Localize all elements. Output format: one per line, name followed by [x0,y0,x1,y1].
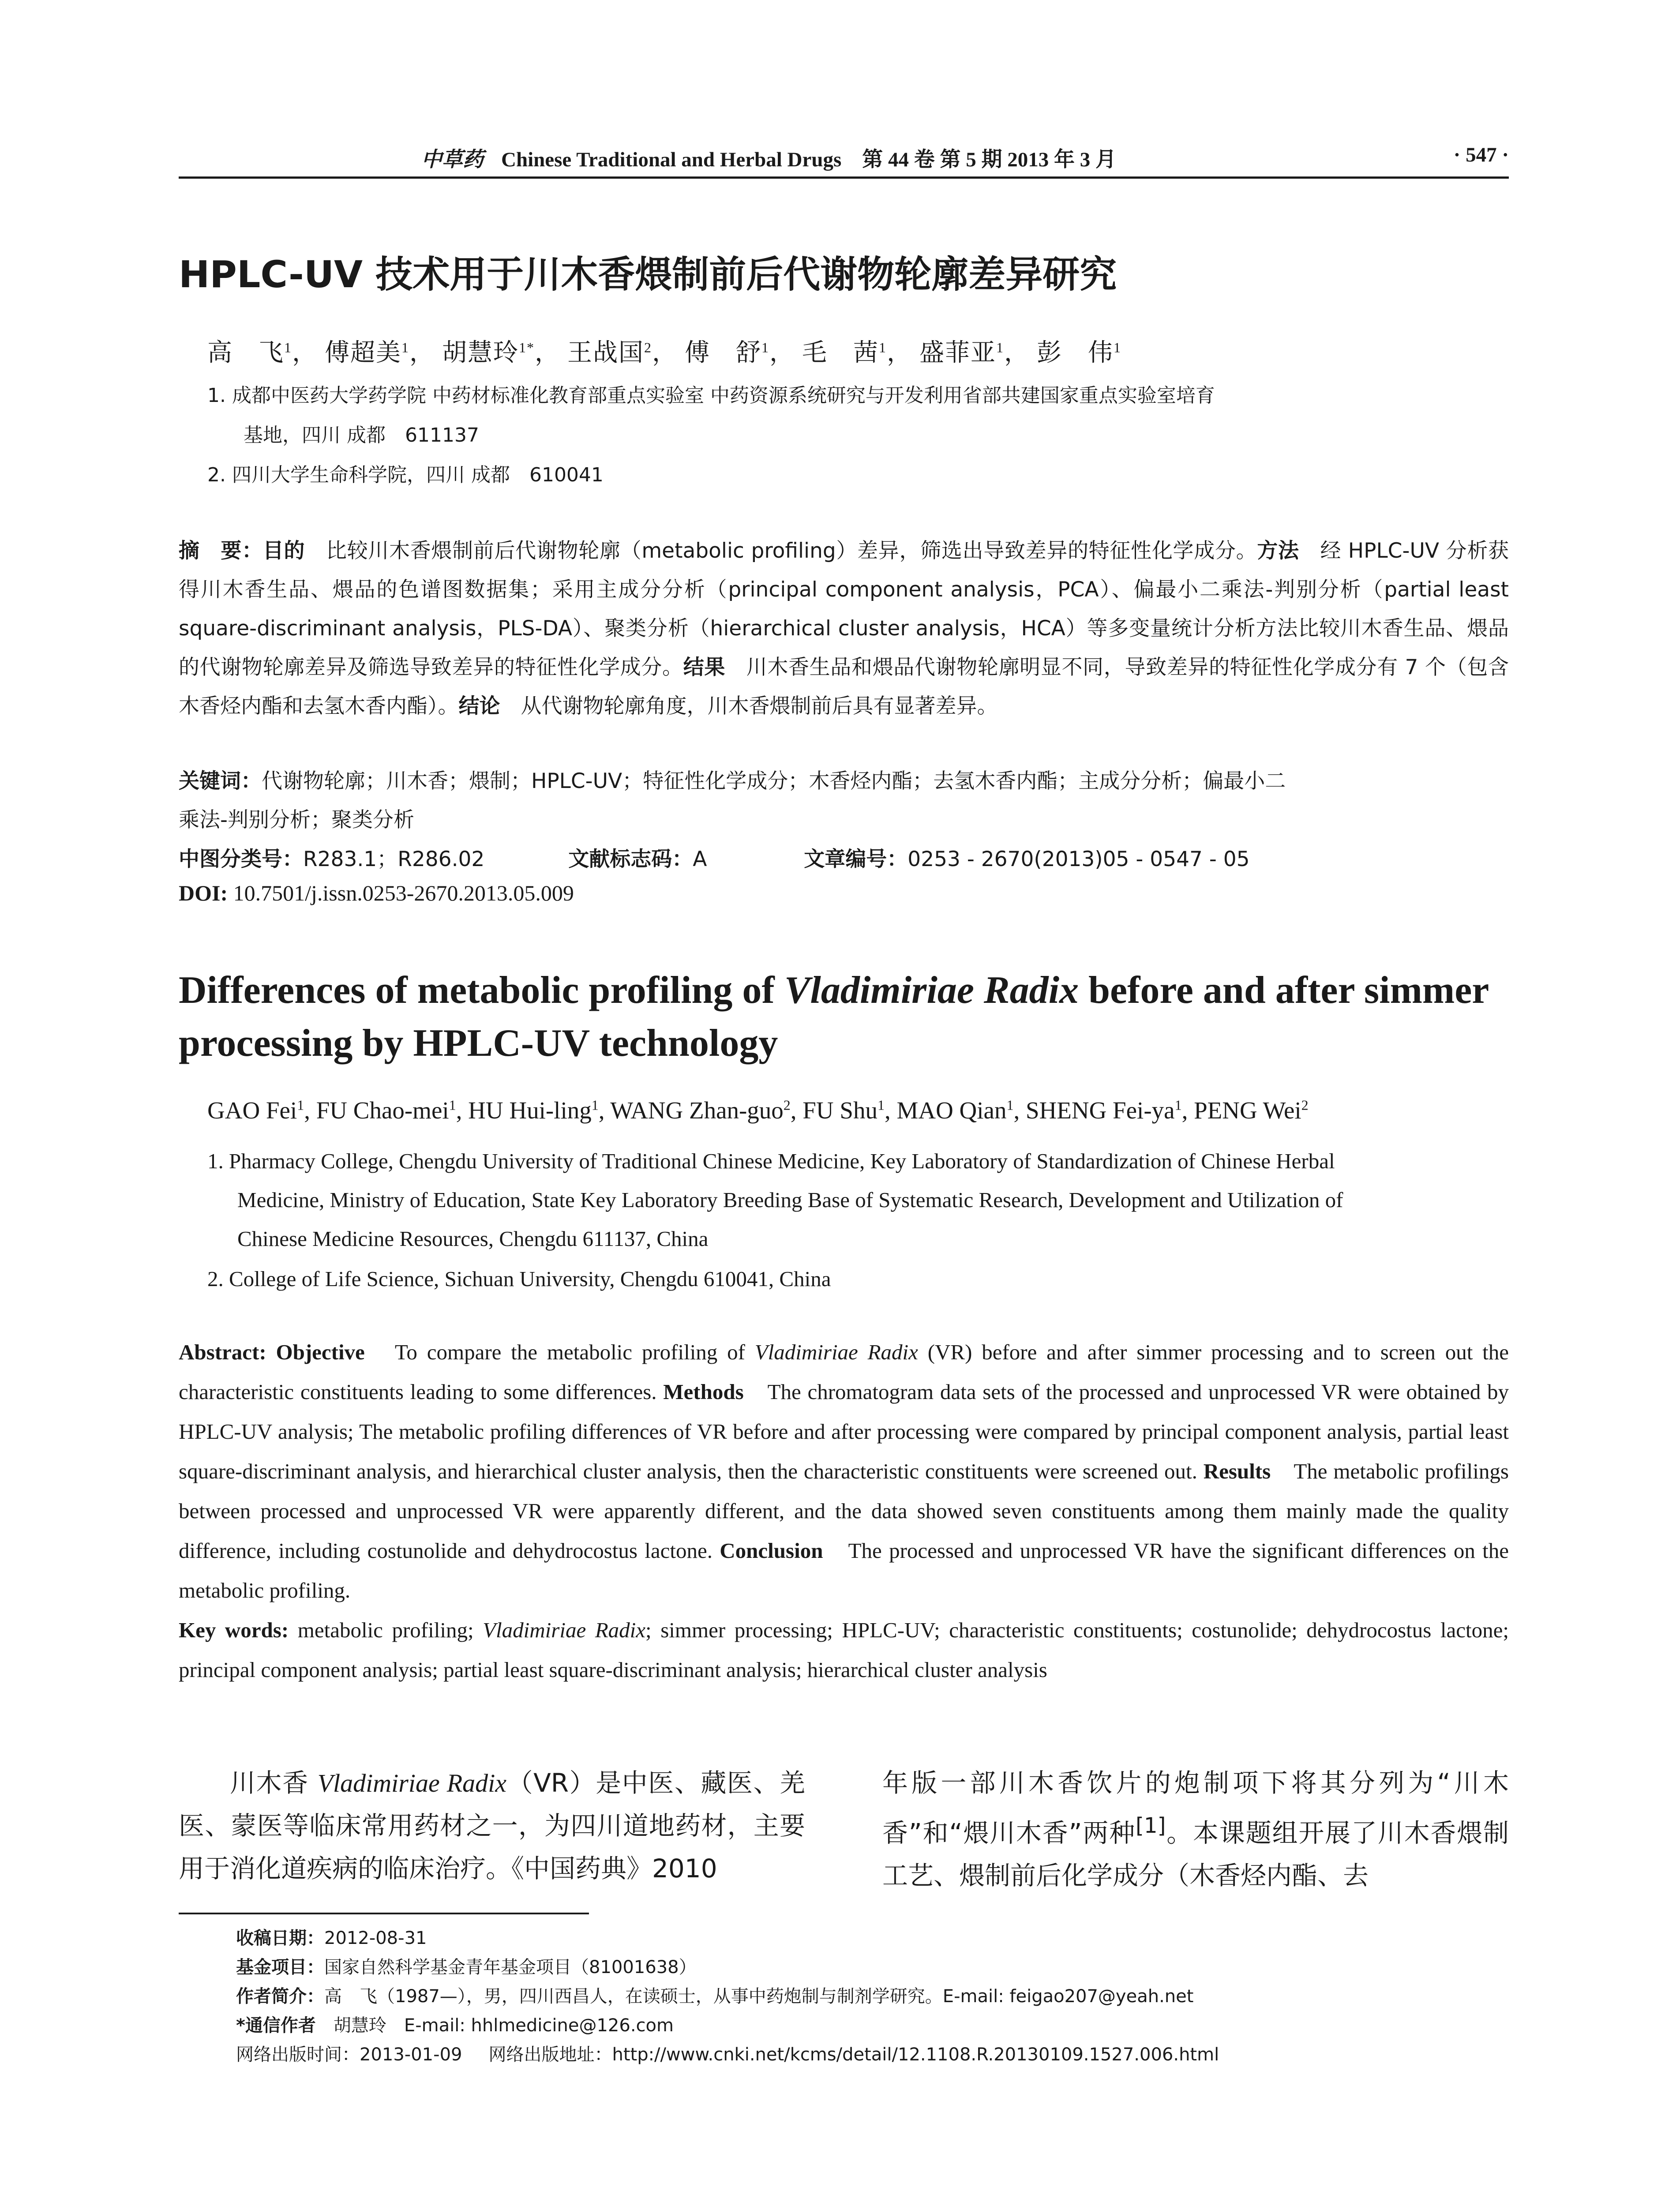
author-sup: 1 [877,1097,885,1113]
abstract-chinese [179,532,1509,726]
footnotes [236,1924,1219,2069]
online-time-label: 网络出版时间： [236,2045,360,2065]
abstract-english [179,1332,1509,1690]
author-en: SHENG Fei-ya [1025,1097,1175,1124]
abstract-label: 摘 要： [179,539,263,563]
online-url-label: 网络出版地址： [488,2045,612,2065]
body-left-post: （VR）是中医、藏医、羌医、蒙医等临床常用药材之一，为四川道地药材，主要用于消化道疾病的临床治疗。《中国药典》2010 [179,1768,806,1883]
running-header [179,140,1509,176]
affiliation-line: 1. Pharmacy College, Chengdu University of Traditional Chinese Medicine, Key Laboratory of Standardization of Chinese Herbal [207,1149,1335,1173]
author-bio-label: 作者简介： [236,1986,324,2007]
methods-label: Methods [663,1380,744,1404]
author-en: FU Chao-mei [316,1097,449,1124]
doi-value: 10.7501/j.issn.0253-2670.2013.05.009 [233,881,574,905]
methods-text: 经 HPLC-UV 分析获得川木香生品、煨品的色谱图数据集；采用主成分分析（principal component analysis，PCA）、偏最小二乘法-判别分析（partial least square-discriminant analysis，PLS-DA）、聚类分析（hierarchical cluster analysis，HCA）等多变量统计分析方法比较川木香生品、煨品的代谢物轮廓差异及筛选导致差异的特征性化学成分。 [179,539,1509,679]
clc-label: 中图分类号： [179,847,303,871]
journal-brand: 中草药 [421,148,484,171]
reference-marker: [1] [1136,1813,1166,1838]
author-sup: 1 [1174,1097,1182,1113]
author-sup: 1 [591,1097,599,1113]
header-rule [179,176,1509,179]
results-text: 川木香生品和煨品代谢物轮廓明显不同，导致差异的特征性化学成分有 7 个（包含木香烃内酯和去氢木香内酯）。 [179,655,1509,718]
body-left-italic: Vladimiriae Radix [317,1769,507,1797]
methods-text: The chromatogram data sets of the processed and unprocessed VR were obtained by HPLC-UV analysis; The metabolic profiling differences of VR before and after processing were compared by principal component analysis, partial least square-discriminant analysis, and hierarchical cluster analysis, then the characteristic constituents were screened out. [179,1380,1509,1483]
received-label: 收稿日期： [236,1928,324,1948]
journal-info [421,143,1116,173]
keywords-cn [179,765,1286,794]
body-left-pre: 川木香 [230,1768,318,1798]
keywords-line1: 代谢物轮廓；川木香；煨制；HPLC-UV；特征性化学成分；木香烃内酯；去氢木香内酯；主成分分析；偏最小二 [262,769,1286,793]
author-sup: 1* [519,339,535,356]
results-text: The metabolic profilings between processed and unprocessed VR were apparently different, and the data showed seven constituents among them mainly made the quality difference, including costunolide and dehydrocostus lactone. [179,1459,1509,1563]
author-cn: 高 飞 [207,339,284,367]
author-en: HU Hui-ling [468,1097,592,1124]
affiliation-line: Chinese Medicine Resources, Chengdu 611137, China [237,1227,709,1251]
english-title [179,964,1509,1070]
author-bio-value: 高 飞（1987—），男，四川西昌人，在读硕士，从事中药炮制与制剂学研究。E-mail: feigao207@yeah.net [324,1986,1194,2007]
abstract-objective-label: Abstract: Objective [179,1340,365,1364]
corresponding-label: *通信作者 [236,2015,316,2036]
clc-value: R283.1；R286.02 [303,847,485,871]
footnote-online [236,2040,1219,2069]
body-column-left [179,1762,805,1890]
objective-text: 比较川木香煨制前后代谢物轮廓（metabolic profiling）差异，筛选出导致差异的特征性化学成分。 [326,539,1257,563]
doi-label: DOI: [179,881,228,905]
author-en: WANG Zhan-guo [610,1097,784,1124]
keywords-cn-cont: 乘法-判别分析；聚类分析 [179,808,414,832]
online-url-value[interactable]: http://www.cnki.net/kcms/detail/12.1108.R.20130109.1527.006.html [612,2045,1219,2065]
article-no-label: 文章编号： [804,847,908,871]
article-no-value: 0253 - 2670(2013)05 - 0547 - 05 [908,847,1250,871]
objective-italic: Vladimiriae Radix [754,1340,918,1364]
title-part1: Differences of metabolic profiling of [179,969,784,1012]
doc-code-value: A [693,847,707,871]
body-column-right [882,1762,1509,1897]
corresponding-value: 胡慧玲 E-mail: hhlmedicine@126.com [333,2015,674,2036]
keywords-en-italic: Vladimiriae Radix [483,1618,646,1642]
title-italic: Vladimiriae Radix [784,969,1079,1012]
author-sup: 1 [761,339,769,356]
body-right-pre: 年版一部川木香饮片的炮制项下将其分列为“川木香”和“煨川木香”两种 [882,1768,1509,1848]
keywords-en-pre: metabolic profiling; [297,1618,483,1642]
received-value: 2012-08-31 [324,1928,427,1948]
footnote-fund [236,1953,1219,1982]
methods-label: 方法 [1257,539,1299,563]
author-sup: 1 [401,339,409,356]
conclusion-text: The processed and unprocessed VR have the significant differences on the metabolic profiling. [179,1538,1509,1602]
results-label: 结果 [683,655,726,679]
affiliation-cn-2: 2. 四川大学生命科学院，四川 成都 610041 [207,464,604,486]
author-sup: 1 [996,339,1004,356]
affiliation-line: 1. 成都中医药大学药学院 中药材标准化教育部重点实验室 中药资源系统研究与开发利用省部共建国家重点实验室培育 [207,384,1215,407]
page-number: · 547 · [1453,143,1509,166]
author-cn: 傅超美 [325,339,401,367]
affiliation-en-2: 2. College of Life Science, Sichuan University, Chengdu 610041, China [207,1267,831,1291]
conclusion-text: 从代谢物轮廓角度，川木香煨制前后具有显著差异。 [521,694,998,718]
conclusion-label: Conclusion [720,1538,823,1563]
keywords-en-post: ; simmer processing; HPLC-UV; characteristic constituents; costunolide; dehydrocostus lactone; principal component analysis; partial least square-discriminant analysis; hierarchical cluster analysis [179,1618,1509,1682]
keywords-label: 关键词： [179,769,262,793]
objective-label: 目的 [262,539,305,563]
classification-line [179,843,1250,872]
footnote-rule [179,1913,589,1914]
author-en: GAO Fei [207,1097,297,1124]
affiliation-en-1 [207,1142,1509,1258]
author-sup: 2 [783,1097,791,1113]
author-sup: 1 [879,339,887,356]
author-sup: 1 [1114,339,1121,356]
authors-english: GAO Fei$^1$, FU Chao-mei$^1$, HU Hui-ling$^1$, WANG Zhan-guo$^2$, FU Shu$^1$, MAO Qian$^1$, SHENG Fei-$ya^1$, PENG Wei$^2$ [207,1097,1309,1124]
objective-pre: To compare the metabolic profiling of [394,1340,755,1364]
fund-value: 国家自然科学基金青年基金项目（81001638） [324,1957,697,1977]
results-label: Results [1203,1459,1271,1483]
title-part2: before and after simmer processing by HPLC-UV technology [179,969,1489,1065]
online-time-value: 2013-01-09 [360,2045,462,2065]
doc-code-label: 文献标志码： [568,847,693,871]
author-en: FU Shu [802,1097,878,1124]
author-en: PENG Wei [1194,1097,1301,1124]
objective-post: (VR) before and after simmer processing and to screen out the characteristic constituents leading to some differences. [179,1340,1509,1404]
affiliation-line: Medicine, Ministry of Education, State Key Laboratory Breeding Base of Systematic Research, Development and Utilization of [237,1188,1343,1212]
author-cn: 盛菲亚 [919,339,996,367]
author-cn: 胡慧玲 [442,339,519,367]
footnote-received [236,1924,1219,1953]
fund-label: 基金项目： [236,1957,324,1977]
author-sup: 1 [284,339,292,356]
doi-line [179,880,574,906]
journal-issue: Chinese Traditional and Herbal Drugs 第 44 卷 第 5 期 2013 年 3 月 [501,148,1117,171]
author-cn: 傅 舒 [685,339,761,367]
author-cn: 毛 茜 [802,339,879,367]
body-right-post: 。本课题组开展了川木香煨制工艺、煨制前后化学成分（木香烃内酯、去 [882,1818,1509,1891]
footnote-corresponding [236,2011,1219,2040]
author-sup: 2 [644,339,652,356]
affiliation-line: 基地，四川 成都 611137 [244,424,479,446]
chinese-title: HPLC-UV 技术用于川木香煨制前后代谢物轮廓差异研究 [179,253,1117,296]
affiliation-cn-1 [207,376,1509,455]
conclusion-label: 结论 [458,694,500,718]
author-sup: 1 [297,1097,304,1113]
author-sup: 2 [1301,1097,1309,1113]
footnote-author [236,1982,1219,2011]
author-sup: 1 [1006,1097,1014,1113]
authors-chinese: 高 飞$^1$， 傅超美$^1$， 胡慧玲$^{1*}$， 王战国$^2$， 傅 舒$^1$， 毛 茜$^1$， 盛菲亚$^1$， 彭 伟$^1$ [207,339,1121,367]
author-cn: 王战国 [567,339,644,367]
keywords-en-label: Key words: [179,1618,289,1642]
author-en: MAO Qian [896,1097,1007,1124]
author-sup: 1 [449,1097,456,1113]
author-cn: 彭 伟 [1037,339,1114,367]
